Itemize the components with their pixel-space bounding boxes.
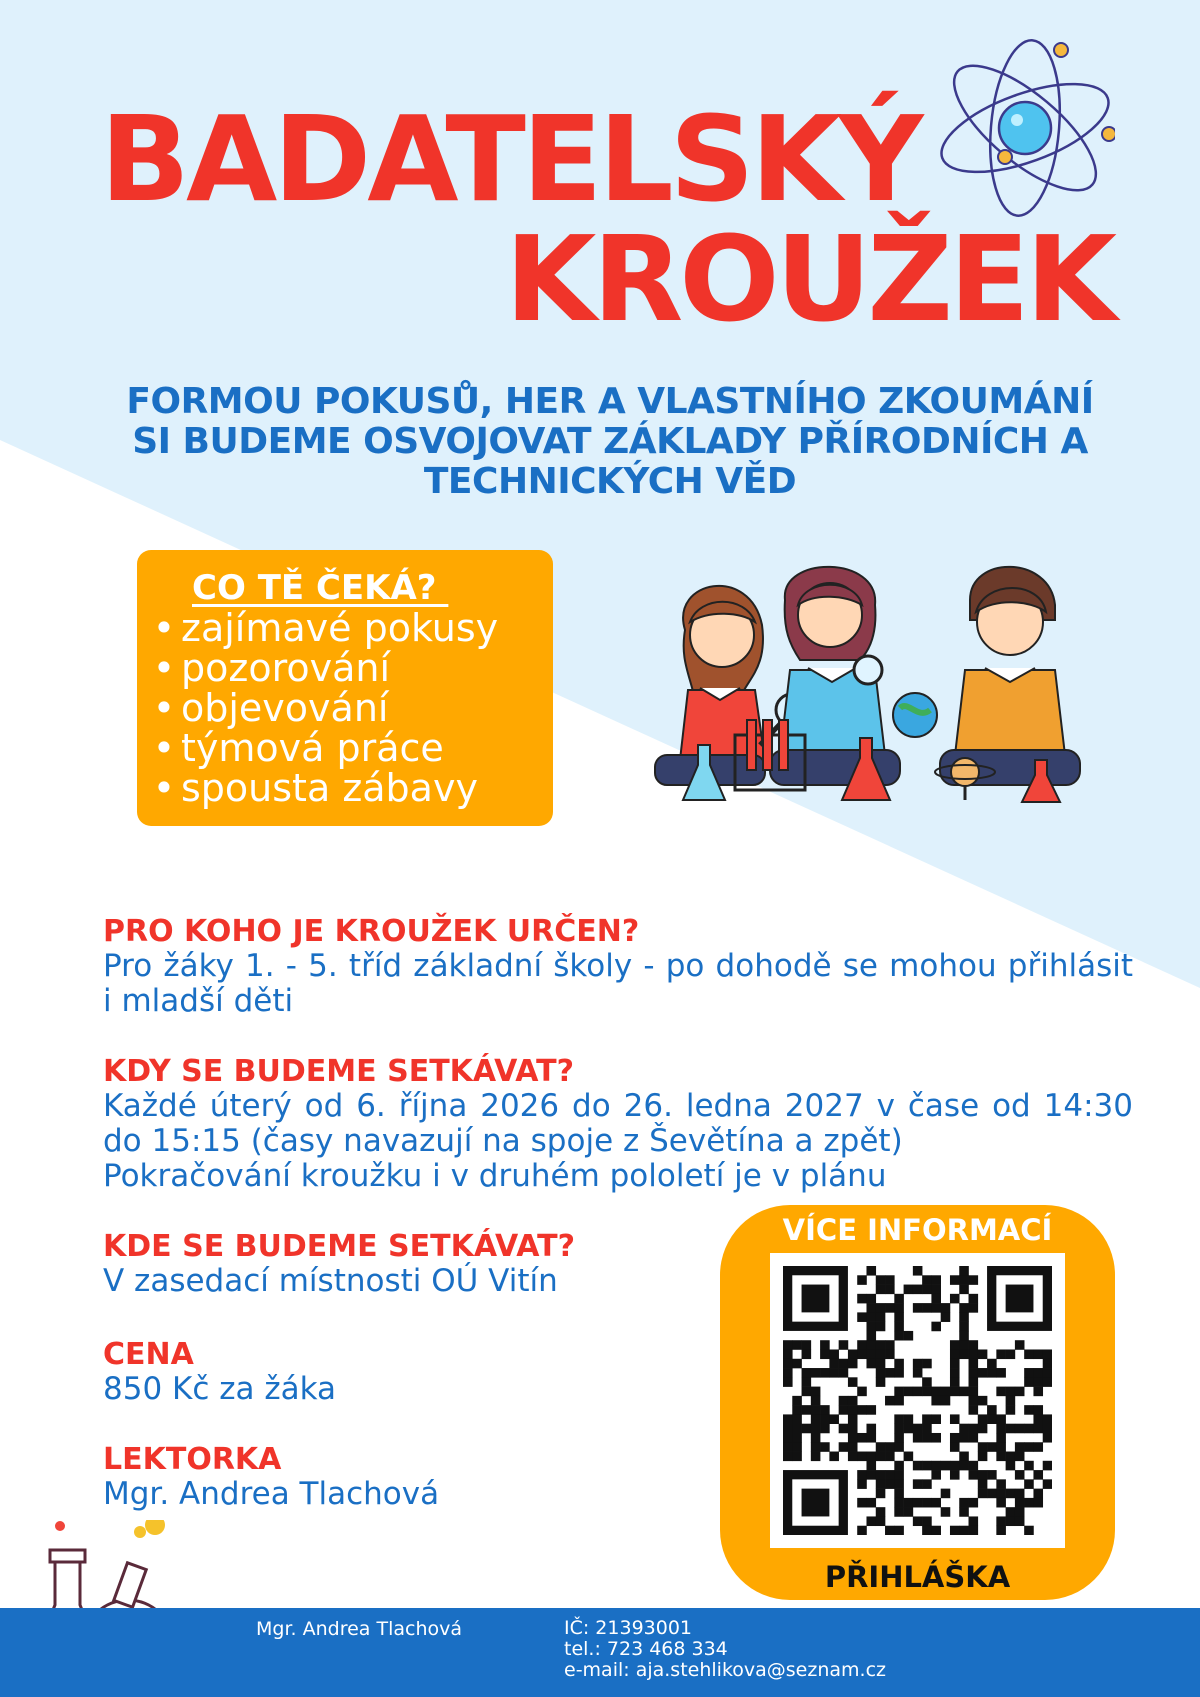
when-text-continuation: Pokračování kroužku i v druhém pololetí je v plánu xyxy=(103,1158,887,1194)
info-where xyxy=(103,1230,703,1299)
price-heading: CENA xyxy=(103,1337,194,1372)
qr-code-card xyxy=(720,1205,1115,1600)
title-line-2: KROUŽEK xyxy=(505,210,1114,348)
info-when xyxy=(103,1055,1133,1194)
for-whom-heading: PRO KOHO JE KROUŽEK URČEN? xyxy=(103,914,640,949)
when-text: Každé úterý od 6. října 2026 do 26. ledna 2027 v čase od 14:30 do 15:15 (časy navazují na spoje z Ševětína a zpět) xyxy=(103,1088,1133,1159)
subtitle-line-1: FORMOU POKUSŮ, HER A VLASTNÍHO ZKOUMÁNÍ xyxy=(126,381,1094,422)
when-heading: KDY SE BUDEME SETKÁVAT? xyxy=(103,1054,575,1089)
offer-item: • zajímavé pokusy xyxy=(147,608,498,648)
footer-bar xyxy=(0,1608,1200,1697)
footer-contacts xyxy=(564,1618,886,1681)
info-for-whom xyxy=(103,915,1133,1019)
for-whom-text: Pro žáky 1. - 5. tříd základní školy - po dohodě se mohou přihlásit i mladší děti xyxy=(103,948,1133,1019)
offer-item: • týmová práce xyxy=(147,728,498,768)
qr-more-info-label: VÍCE INFORMACÍ xyxy=(782,1213,1053,1247)
offer-item: • spousta zábavy xyxy=(147,768,498,808)
qr-code-icon[interactable] xyxy=(783,1266,1052,1535)
children-experimenting-illustration xyxy=(650,560,1120,825)
subtitle-line-3: TECHNICKÝCH VĚD xyxy=(423,461,797,502)
footer-ic: IČ: 21393001 xyxy=(564,1617,693,1639)
subtitle xyxy=(60,382,1160,502)
offer-item: • pozorování xyxy=(147,648,498,688)
footer-email[interactable]: e-mail: aja.stehlikova@seznam.cz xyxy=(564,1659,886,1681)
where-heading: KDE SE BUDEME SETKÁVAT? xyxy=(103,1229,575,1264)
info-price xyxy=(103,1338,703,1407)
info-lecturer xyxy=(103,1443,703,1512)
qr-code-frame[interactable] xyxy=(770,1253,1065,1548)
footer-phone: tel.: 723 468 334 xyxy=(564,1638,728,1660)
offer-box xyxy=(137,550,553,826)
where-text: V zasedací místnosti OÚ Vitín xyxy=(103,1263,558,1299)
offer-heading: CO TĚ ČEKÁ? xyxy=(192,568,449,608)
atom-icon xyxy=(935,8,1115,218)
lecturer-text: Mgr. Andrea Tlachová xyxy=(103,1476,440,1512)
footer-name: Mgr. Andrea Tlachová xyxy=(256,1618,462,1640)
subtitle-line-2: SI BUDEME OSVOJOVAT ZÁKLADY PŘÍRODNÍCH A xyxy=(132,421,1088,462)
offer-item: • objevování xyxy=(147,688,498,728)
offer-list xyxy=(147,608,498,808)
lecturer-heading: LEKTORKA xyxy=(103,1442,282,1477)
qr-application-label: PŘIHLÁŠKA xyxy=(824,1560,1011,1594)
title-line-1: BADATELSKÝ xyxy=(100,90,920,228)
price-text: 850 Kč za žáka xyxy=(103,1371,337,1407)
